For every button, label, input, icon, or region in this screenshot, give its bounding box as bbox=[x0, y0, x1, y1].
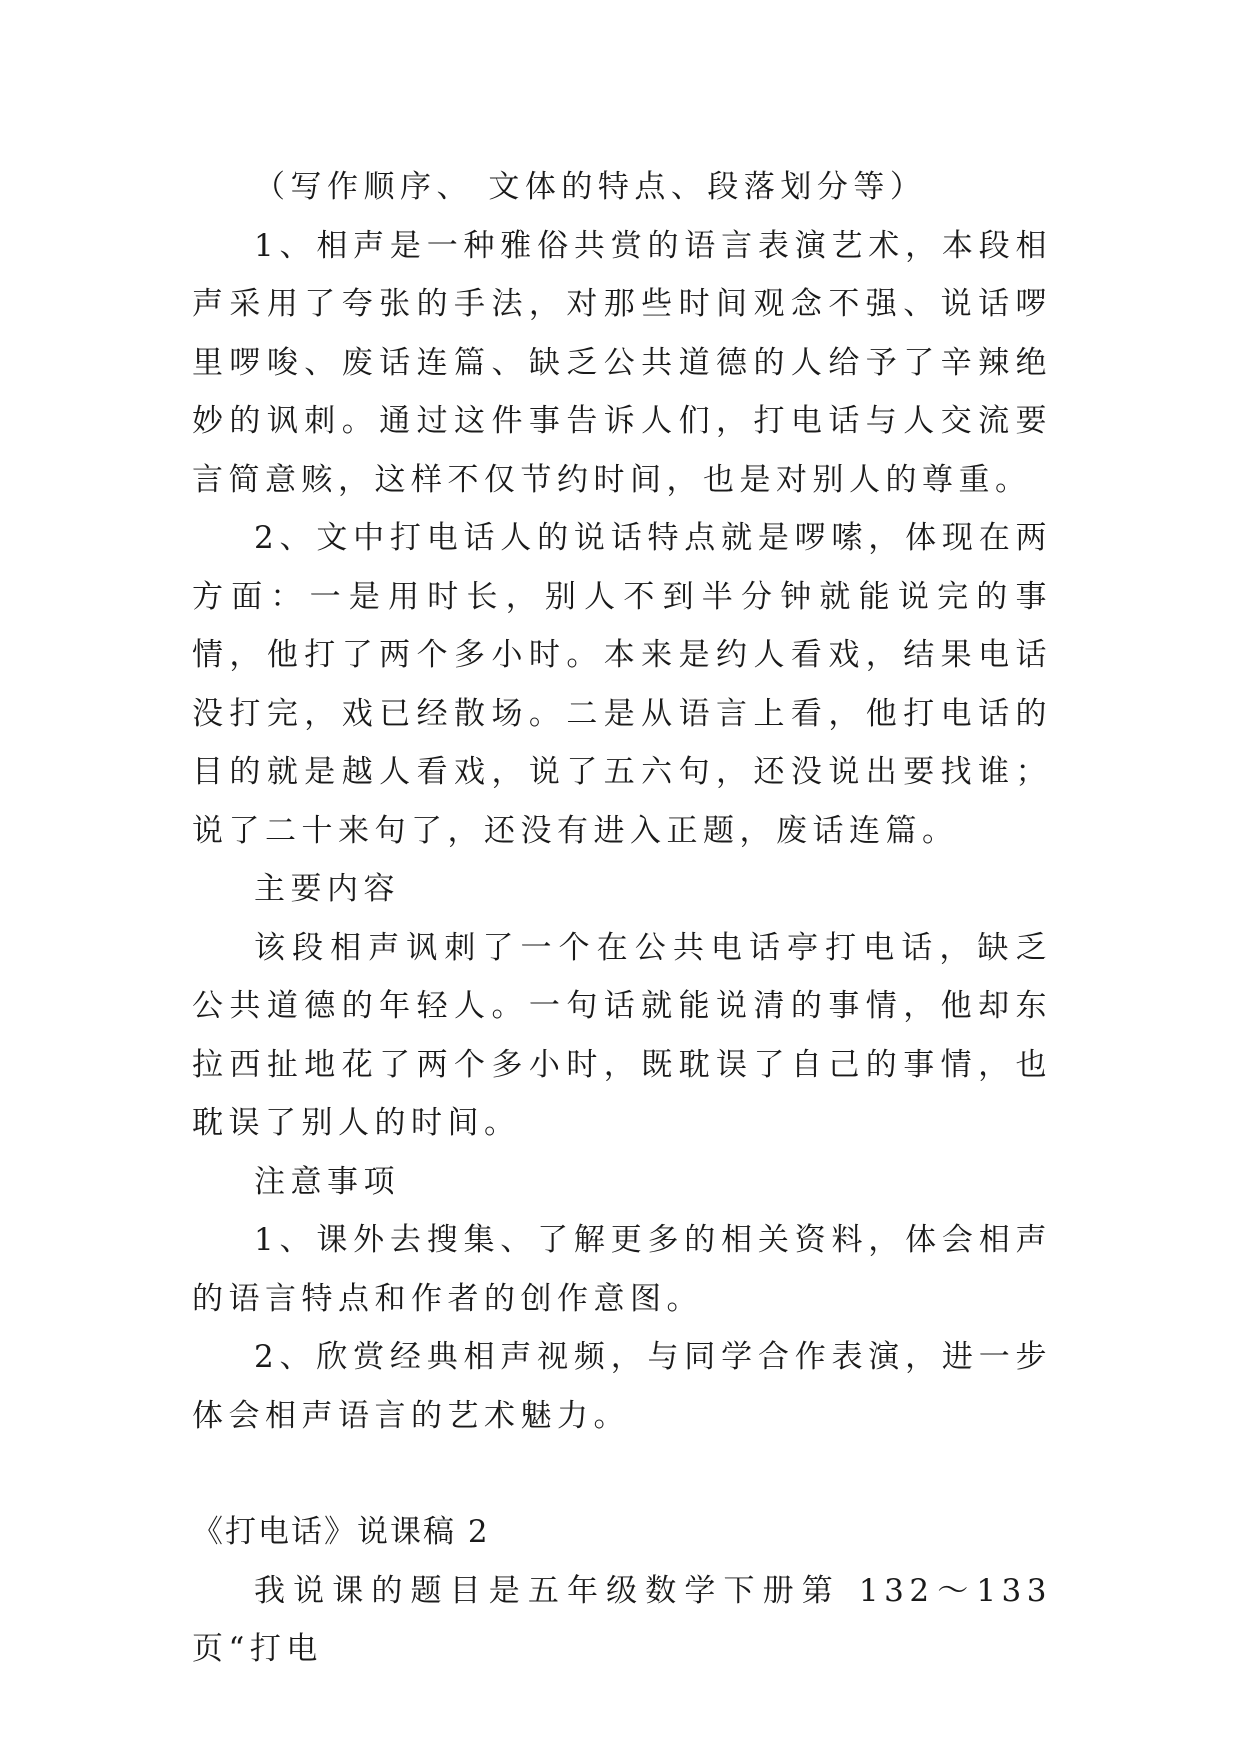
analysis-point-2: 2、文中打电话人的说话特点就是啰嗦，体现在两方面：一是用时长，别人不到半分钟就能说完的事情，他打了两个多小时。本来是约人看戏，结果电话没打完，戏已经散场。二是从语言上看，他打电话的目的就是越人看戏，说了五六句，还没说出要找谁；说了二十来句了，还没有进入正题，废话连篇。 bbox=[192, 520, 1052, 849]
analysis-point-1: 1、相声是一种雅俗共赏的语言表演艺术，本段相声采用了夸张的手法，对那些时间观念不强、说话啰里啰唆、废话连篇、缺乏公共道德的人给予了辛辣绝妙的讽刺。通过这件事告诉人们，打电话与人交流要言简意赅，这样不仅节约时间，也是对别人的尊重。 bbox=[192, 227, 1052, 498]
section-title: 《打电话》说课稿 2 bbox=[192, 1514, 490, 1550]
structure-note: （写作顺序、 文体的特点、段落划分等） bbox=[254, 169, 927, 205]
note-2: 2、欣赏经典相声视频，与同学合作表演，进一步体会相声语言的艺术魅力。 bbox=[192, 1339, 1052, 1434]
document-body bbox=[192, 158, 1052, 1679]
intro-paragraph: 我说课的题目是五年级数学下册第 132～133 页“打电 bbox=[192, 1572, 1052, 1667]
main-content-heading: 主要内容 bbox=[254, 871, 400, 907]
main-content-paragraph: 该段相声讽刺了一个在公共电话亭打电话，缺乏公共道德的年轻人。一句话就能说清的事情，他却东拉西扯地花了两个多小时，既耽误了自己的事情，也耽误了别人的时间。 bbox=[192, 929, 1052, 1141]
note-1: 1、课外去搜集、了解更多的相关资料，体会相声的语言特点和作者的创作意图。 bbox=[192, 1222, 1052, 1317]
notes-heading: 注意事项 bbox=[254, 1163, 400, 1200]
